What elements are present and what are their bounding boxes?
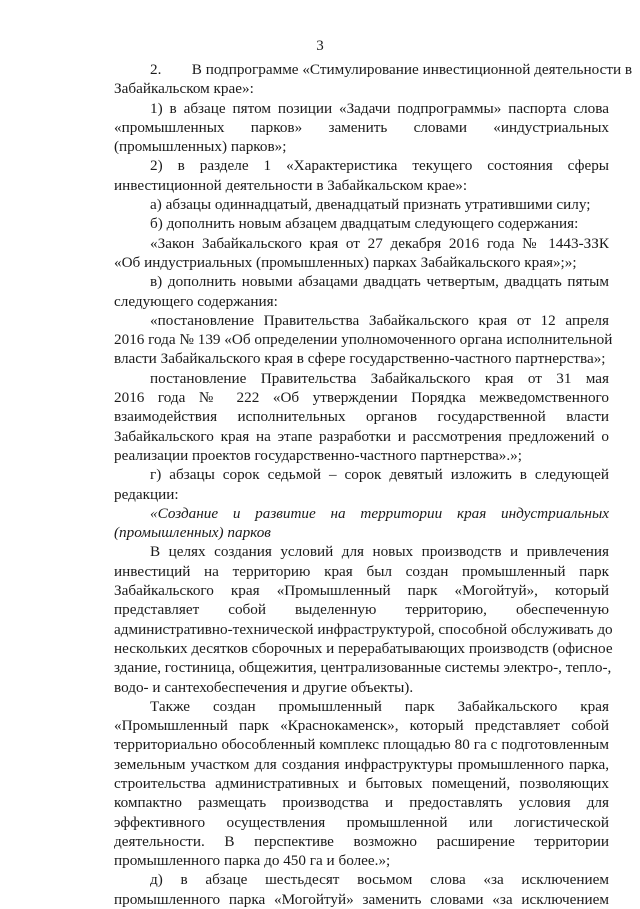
text-line: 2) в разделе 1 «Характеристика текущего состояния сферы xyxy=(150,157,609,175)
text-line: д) в абзаце шестьдесят восьмом слова «за исключением xyxy=(150,871,609,889)
text-line: представляет собой выделенную территорию, обеспеченную xyxy=(114,601,609,619)
text-line: «Об индустриальных (промышленных) парках Забайкальского края»;»; xyxy=(114,253,577,271)
text-line: а) абзацы одиннадцатый, двенадцатый признать утратившими силу; xyxy=(150,196,591,214)
text-line: в) дополнить новыми абзацами двадцать четвертым, двадцать пятым xyxy=(150,273,609,291)
text-line: (промышленных) парков xyxy=(114,524,271,542)
text-line: инвестиционной деятельности в Забайкальском крае»: xyxy=(114,176,468,194)
text-line: В целях создания условий для новых производств и привлечения xyxy=(150,543,609,561)
text-line: 2. В подпрограмме «Стимулирование инвестиционной деятельности в xyxy=(150,61,633,78)
text-line: Забайкальского края на этапе разработки и рассмотрения предложений о xyxy=(114,427,609,445)
text-line: строительства административных и бытовых помещений, позволяющих xyxy=(114,774,609,792)
text-line: промышленного парка «Могойтуй» заменить словами «за исключением xyxy=(114,890,609,908)
text-line: 2016 года № 222 «Об утверждении Порядка межведомственного xyxy=(114,389,609,407)
text-line: административно-технической инфраструктурой, способной обслуживать до xyxy=(114,620,613,638)
text-line: 2016 года № 139 «Об определении уполномоченного органа исполнительной xyxy=(114,331,613,349)
text-line: земельным участком для создания инфраструктуры промышленного парка, xyxy=(114,755,609,773)
text-line: б) дополнить новым абзацем двадцатым следующего содержания: xyxy=(150,215,579,233)
text-line: «Закон Забайкальского края от 27 декабря 2016 года № 1443-ЗЗК xyxy=(150,234,609,252)
text-line: инвестиций на территорию края был создан промышленный парк xyxy=(114,562,609,580)
text-line: (промышленных) парков»; xyxy=(114,138,287,156)
text-line: Также создан промышленный парк Забайкальского края xyxy=(150,697,609,715)
text-line: водо- и сантехобеспечения и другие объекты). xyxy=(114,678,414,696)
text-line: компактно размещать производства и предоставлять условия для xyxy=(114,794,609,812)
text-line: нескольких десятков сборочных и перерабатывающих производств (офисное xyxy=(114,639,613,657)
text-line: промышленного парка до 450 га и более.»; xyxy=(114,852,391,870)
text-line: Забайкальском крае»: xyxy=(114,80,254,98)
text-line: «постановление Правительства Забайкальского края от 12 апреля xyxy=(150,311,609,329)
text-line: здание, гостиница, общежития, централизованные системы электро-, тепло-, xyxy=(114,659,612,677)
document-body xyxy=(114,60,633,909)
page-number: 3 xyxy=(316,38,324,54)
text-line: г) абзацы сорок седьмой – сорок девятый изложить в следующей xyxy=(150,466,609,484)
text-line: следующего содержания: xyxy=(114,292,278,310)
text-line: Забайкальского края «Промышленный парк «Могойтуй», который xyxy=(114,582,609,600)
text-line: власти Забайкальского края в сфере государственно-частного партнерства»; xyxy=(114,350,606,368)
text-line: «Создание и развитие на территории края индустриальных xyxy=(150,504,609,522)
text-line: территориально обособленный комплекс площадью 80 га с подготовленным xyxy=(114,736,609,754)
text-line: деятельности. В перспективе возможно расширение территории xyxy=(114,832,609,850)
text-line: взаимодействия исполнительных органов государственной власти xyxy=(114,408,609,426)
text-line: редакции: xyxy=(114,485,179,503)
text-line: эффективного осуществления промышленной или логистической xyxy=(114,813,609,831)
text-line: реализации проектов государственно-частного партнерства».»; xyxy=(114,446,522,464)
text-line: постановление Правительства Забайкальского края от 31 мая xyxy=(150,369,609,387)
text-line: 1) в абзаце пятом позиции «Задачи подпрограммы» паспорта слова xyxy=(150,99,609,117)
text-line: «промышленных парков» заменить словами «индустриальных xyxy=(114,118,609,136)
text-line: «Промышленный парк «Краснокаменск», который представляет собой xyxy=(114,717,609,735)
